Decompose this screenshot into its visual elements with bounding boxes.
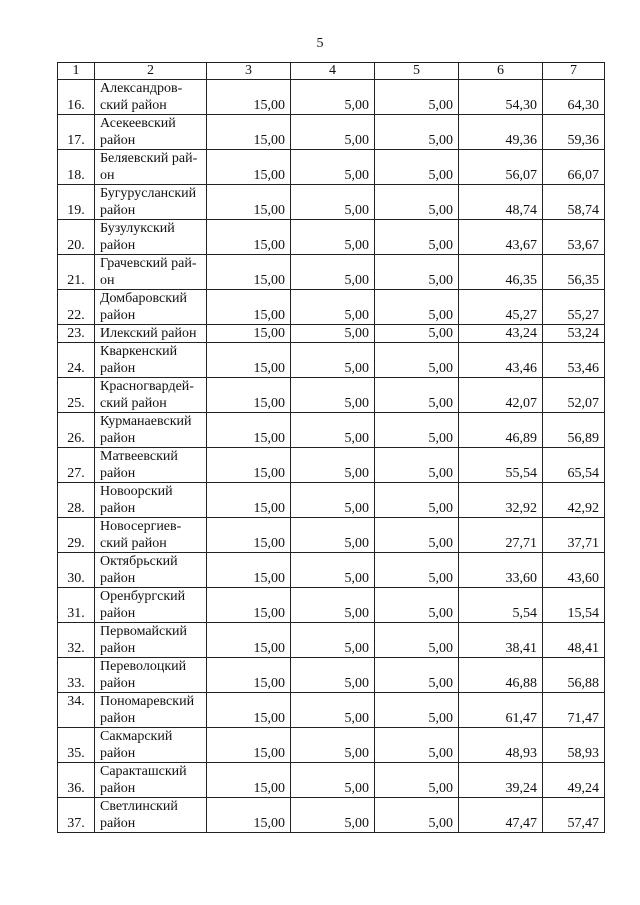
value-col-7: 64,30 [543,80,605,115]
district-name: Переволоцкий район [95,658,207,693]
value-col-5: 5,00 [375,658,459,693]
value-col-3: 15,00 [207,115,291,150]
row-number: 31. [58,588,95,623]
value-col-7: 37,71 [543,518,605,553]
value-col-5: 5,00 [375,763,459,798]
row-number: 27. [58,448,95,483]
value-col-3: 15,00 [207,553,291,588]
value-col-4: 5,00 [291,80,375,115]
district-table [57,62,605,833]
value-col-3: 15,00 [207,448,291,483]
value-col-3: 15,00 [207,290,291,325]
table-row [58,290,605,325]
district-name: Новосергиев- ский район [95,518,207,553]
table-row [58,413,605,448]
value-col-3: 15,00 [207,623,291,658]
value-col-4: 5,00 [291,728,375,763]
value-col-6: 43,67 [459,220,543,255]
value-col-7: 15,54 [543,588,605,623]
district-name: Беляевский рай- он [95,150,207,185]
value-col-4: 5,00 [291,255,375,290]
table-row [58,115,605,150]
value-col-7: 42,92 [543,483,605,518]
row-number: 16. [58,80,95,115]
row-number: 29. [58,518,95,553]
value-col-6: 42,07 [459,378,543,413]
value-col-4: 5,00 [291,115,375,150]
row-number: 26. [58,413,95,448]
row-number: 36. [58,763,95,798]
table-row [58,658,605,693]
value-col-7: 48,41 [543,623,605,658]
value-col-3: 15,00 [207,413,291,448]
value-col-3: 15,00 [207,588,291,623]
table-row [58,255,605,290]
value-col-4: 5,00 [291,150,375,185]
district-name: Первомайский район [95,623,207,658]
row-number: 24. [58,343,95,378]
value-col-4: 5,00 [291,588,375,623]
value-col-6: 43,24 [459,325,543,343]
table-row [58,623,605,658]
table-row [58,693,605,728]
value-col-7: 71,47 [543,693,605,728]
value-col-3: 15,00 [207,798,291,833]
value-col-5: 5,00 [375,693,459,728]
value-col-3: 15,00 [207,343,291,378]
district-name: Курманаевский район [95,413,207,448]
row-number: 28. [58,483,95,518]
value-col-5: 5,00 [375,220,459,255]
value-col-7: 57,47 [543,798,605,833]
district-name: Александров- ский район [95,80,207,115]
value-col-5: 5,00 [375,413,459,448]
row-number: 33. [58,658,95,693]
column-header: 6 [459,63,543,80]
value-col-6: 48,93 [459,728,543,763]
value-col-4: 5,00 [291,220,375,255]
column-header: 7 [543,63,605,80]
value-col-7: 66,07 [543,150,605,185]
value-col-3: 15,00 [207,378,291,413]
value-col-7: 56,88 [543,658,605,693]
value-col-7: 59,36 [543,115,605,150]
district-name: Бугурусланский район [95,185,207,220]
row-number: 19. [58,185,95,220]
value-col-6: 55,54 [459,448,543,483]
value-col-5: 5,00 [375,798,459,833]
value-col-3: 15,00 [207,483,291,518]
value-col-7: 58,74 [543,185,605,220]
value-col-4: 5,00 [291,693,375,728]
value-col-6: 46,88 [459,658,543,693]
district-name: Асекеевский район [95,115,207,150]
value-col-6: 56,07 [459,150,543,185]
page-number: 5 [316,36,324,51]
value-col-4: 5,00 [291,343,375,378]
value-col-6: 46,89 [459,413,543,448]
column-header: 2 [95,63,207,80]
value-col-3: 15,00 [207,185,291,220]
district-name: Новоорский район [95,483,207,518]
value-col-5: 5,00 [375,115,459,150]
column-header: 1 [58,63,95,80]
value-col-5: 5,00 [375,343,459,378]
district-name: Матвеевский район [95,448,207,483]
value-col-5: 5,00 [375,483,459,518]
value-col-6: 49,36 [459,115,543,150]
district-name: Красногвардей- ский район [95,378,207,413]
value-col-6: 43,46 [459,343,543,378]
column-header-row [58,63,605,80]
row-number: 25. [58,378,95,413]
value-col-4: 5,00 [291,378,375,413]
row-number: 34. [58,693,95,728]
value-col-4: 5,00 [291,553,375,588]
table-row [58,728,605,763]
table-row [58,798,605,833]
district-name: Бузулукский район [95,220,207,255]
table-row [58,150,605,185]
value-col-5: 5,00 [375,80,459,115]
value-col-4: 5,00 [291,185,375,220]
row-number: 20. [58,220,95,255]
district-name: Илекский район [95,325,207,343]
value-col-6: 38,41 [459,623,543,658]
value-col-4: 5,00 [291,325,375,343]
value-col-4: 5,00 [291,763,375,798]
district-name: Пономаревский район [95,693,207,728]
value-col-7: 53,46 [543,343,605,378]
value-col-7: 53,67 [543,220,605,255]
row-number: 18. [58,150,95,185]
value-col-5: 5,00 [375,185,459,220]
value-col-7: 49,24 [543,763,605,798]
value-col-6: 54,30 [459,80,543,115]
table-row [58,763,605,798]
value-col-3: 15,00 [207,693,291,728]
value-col-6: 5,54 [459,588,543,623]
district-name: Оренбургский район [95,588,207,623]
value-col-4: 5,00 [291,413,375,448]
value-col-5: 5,00 [375,728,459,763]
value-col-4: 5,00 [291,448,375,483]
value-col-7: 56,89 [543,413,605,448]
value-col-4: 5,00 [291,518,375,553]
value-col-3: 15,00 [207,80,291,115]
table-row [58,220,605,255]
value-col-7: 58,93 [543,728,605,763]
value-col-4: 5,00 [291,798,375,833]
value-col-7: 55,27 [543,290,605,325]
value-col-5: 5,00 [375,325,459,343]
value-col-3: 15,00 [207,325,291,343]
value-col-3: 15,00 [207,220,291,255]
row-number: 21. [58,255,95,290]
column-header: 4 [291,63,375,80]
value-col-6: 47,47 [459,798,543,833]
row-number: 30. [58,553,95,588]
value-col-6: 39,24 [459,763,543,798]
value-col-5: 5,00 [375,378,459,413]
value-col-5: 5,00 [375,588,459,623]
value-col-7: 53,24 [543,325,605,343]
value-col-3: 15,00 [207,150,291,185]
table-row [58,553,605,588]
table-row [58,378,605,413]
value-col-5: 5,00 [375,150,459,185]
value-col-4: 5,00 [291,483,375,518]
value-col-7: 56,35 [543,255,605,290]
value-col-6: 27,71 [459,518,543,553]
column-header: 3 [207,63,291,80]
value-col-6: 32,92 [459,483,543,518]
table-row [58,80,605,115]
district-name: Саракташский район [95,763,207,798]
district-name: Кваркенский район [95,343,207,378]
value-col-7: 65,54 [543,448,605,483]
value-col-4: 5,00 [291,623,375,658]
value-col-5: 5,00 [375,255,459,290]
row-number: 23. [58,325,95,343]
value-col-5: 5,00 [375,448,459,483]
table-row [58,483,605,518]
value-col-7: 43,60 [543,553,605,588]
value-col-5: 5,00 [375,623,459,658]
table-row [58,325,605,343]
row-number: 17. [58,115,95,150]
row-number: 37. [58,798,95,833]
value-col-6: 61,47 [459,693,543,728]
value-col-3: 15,00 [207,518,291,553]
district-name: Светлинский район [95,798,207,833]
value-col-3: 15,00 [207,728,291,763]
table-row [58,343,605,378]
row-number: 32. [58,623,95,658]
value-col-3: 15,00 [207,658,291,693]
value-col-6: 48,74 [459,185,543,220]
table-row [58,588,605,623]
value-col-5: 5,00 [375,518,459,553]
value-col-6: 45,27 [459,290,543,325]
value-col-5: 5,00 [375,553,459,588]
table-row [58,448,605,483]
value-col-6: 46,35 [459,255,543,290]
district-name: Сакмарский район [95,728,207,763]
value-col-5: 5,00 [375,290,459,325]
district-name: Октябрьский район [95,553,207,588]
row-number: 22. [58,290,95,325]
table-row [58,185,605,220]
value-col-3: 15,00 [207,255,291,290]
value-col-3: 15,00 [207,763,291,798]
row-number: 35. [58,728,95,763]
column-header: 5 [375,63,459,80]
value-col-7: 52,07 [543,378,605,413]
table-row [58,518,605,553]
value-col-6: 33,60 [459,553,543,588]
value-col-4: 5,00 [291,290,375,325]
value-col-4: 5,00 [291,658,375,693]
district-name: Домбаровский район [95,290,207,325]
district-name: Грачевский рай- он [95,255,207,290]
